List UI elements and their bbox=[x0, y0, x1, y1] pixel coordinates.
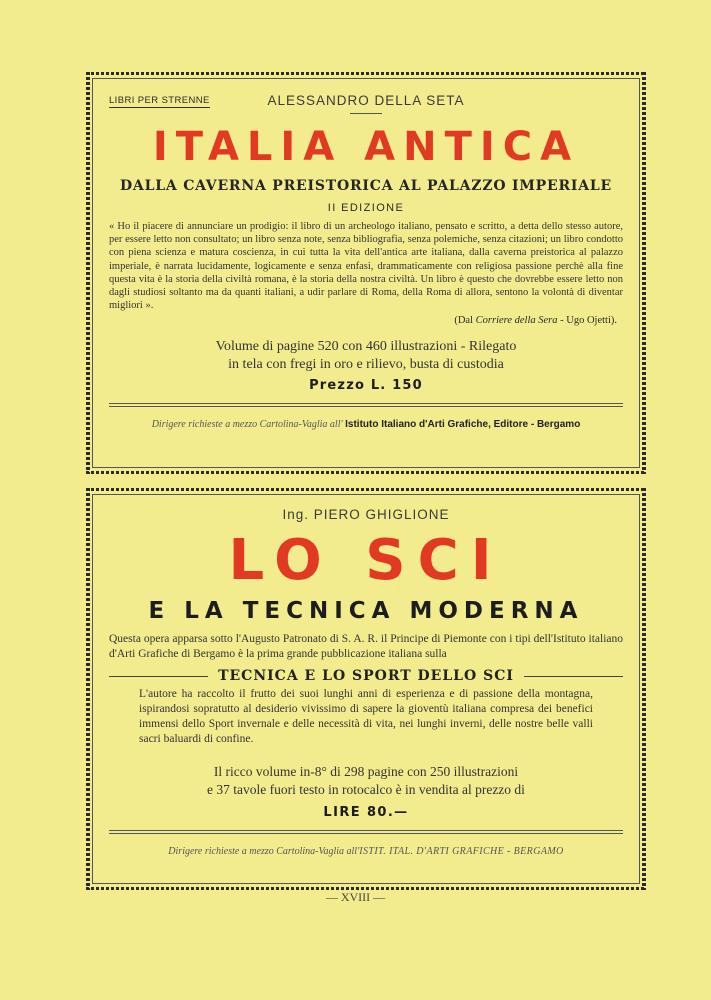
citation-author: - Ugo Ojetti). bbox=[560, 315, 617, 327]
publisher-name: ISTIT. ITAL. D'ARTI GRAFICHE - BERGAMO bbox=[359, 846, 564, 857]
specs-line: in tela con fregi in oro e rilievo, busta di custodia bbox=[228, 357, 504, 373]
specs-line: e 37 tavole fuori testo in rotocalco è in vendita al prezzo di bbox=[207, 782, 525, 797]
divider bbox=[524, 676, 623, 677]
order-instructions bbox=[109, 419, 623, 430]
book-specs bbox=[109, 338, 623, 374]
divider bbox=[350, 113, 382, 114]
advertisement-italia-antica bbox=[86, 72, 646, 474]
author-name: ALESSANDRO DELLA SETA bbox=[267, 93, 465, 108]
book-subtitle: DALLA CAVERNA PREISTORICA AL PALAZZO IMPERIALE bbox=[119, 178, 613, 194]
divider bbox=[109, 830, 623, 834]
specs-line: Volume di pagine 520 con 460 illustrazioni - Rilegato bbox=[215, 339, 517, 355]
intro-text: Questa opera apparsa sotto l'Augusto Patronato di S. A. R. il Principe di Piemonte con i tipi dell'Istituto italiano d'Arti Grafiche di Bergamo è la prima grande pubblicazione italiana sulla bbox=[109, 633, 623, 660]
description-text: L'autore ha raccolto il frutto dei suoi lunghi anni di esperienza e di passione della montagna, ispirandosi sopratutto al desiderio vivissimo di sapere la gioventù italiana compresa dei benefici immensi dello Sport invernale e delle necessità di vita, nei lunghi inverni, delle nostre belle valli sacri baluardi di confine. bbox=[139, 688, 593, 745]
book-price: LIRE 80.— bbox=[323, 805, 409, 820]
footer-label: Dirigere richieste a mezzo Cartolina-Vaglia all' bbox=[151, 419, 343, 431]
advertisement-frame bbox=[92, 494, 640, 884]
divider bbox=[109, 403, 623, 407]
advertisement-frame bbox=[92, 78, 640, 468]
specs-line: Il ricco volume in-8° di 298 pagine con 250 illustrazioni bbox=[213, 764, 519, 779]
divider bbox=[109, 676, 208, 677]
section-heading bbox=[109, 668, 623, 684]
citation-source: Corriere della Sera bbox=[475, 315, 558, 327]
book-title: LO SCI bbox=[228, 528, 504, 593]
citation-prefix: (Dal bbox=[454, 315, 474, 327]
footer-label: Dirigere richieste a mezzo Cartolina-Vaglia all' bbox=[168, 846, 360, 857]
edition-label: II EDIZIONE bbox=[327, 202, 405, 214]
book-subtitle: E LA TECNICA MODERNA bbox=[148, 598, 584, 624]
advertisement-lo-sci bbox=[86, 488, 646, 890]
publisher-name: Istituto Italiano d'Arti Grafiche, Editore - Bergamo bbox=[345, 419, 581, 431]
author-name: Ing. PIERO GHIGLIONE bbox=[282, 507, 450, 522]
book-specs bbox=[109, 763, 623, 799]
order-instructions bbox=[109, 846, 623, 857]
section-title: TECNICA E LO SPORT DELLO SCI bbox=[218, 668, 514, 684]
page-number: — XVIII — bbox=[325, 890, 386, 904]
review-citation bbox=[109, 315, 623, 326]
review-quote: « Ho il piacere di annunciare un prodigio: il libro di un archeologo italiano, pensato e scritto, a detta dello stesso autore, per essere letto non consultato; un libro senza note, senza bibliografia, senza polemiche, senza citazioni; un libro condotto con piena scienza e matura coscienza, in cui tutta la vita dell'antica arte italiana, dalla caverna preistorica al palazzo imperiale, è narrata lucidamente, logicamente e senza enfasi, drammaticamente con religiosa passione perchè alla fine questa vita è la storia della civiltà romana, è la storia della nostra civiltà. Un libro è questo che dovrebbe essere letto non dagli studiosi soltanto ma da quanti italiani, a udir parlare di Roma, della Roma di allora, sentono la volontà di diventar migliori ». bbox=[109, 221, 623, 312]
book-price: Prezzo L. 150 bbox=[309, 378, 423, 394]
book-title: ITALIA ANTICA bbox=[152, 124, 580, 170]
series-label: LIBRI PER STRENNE bbox=[109, 95, 210, 106]
